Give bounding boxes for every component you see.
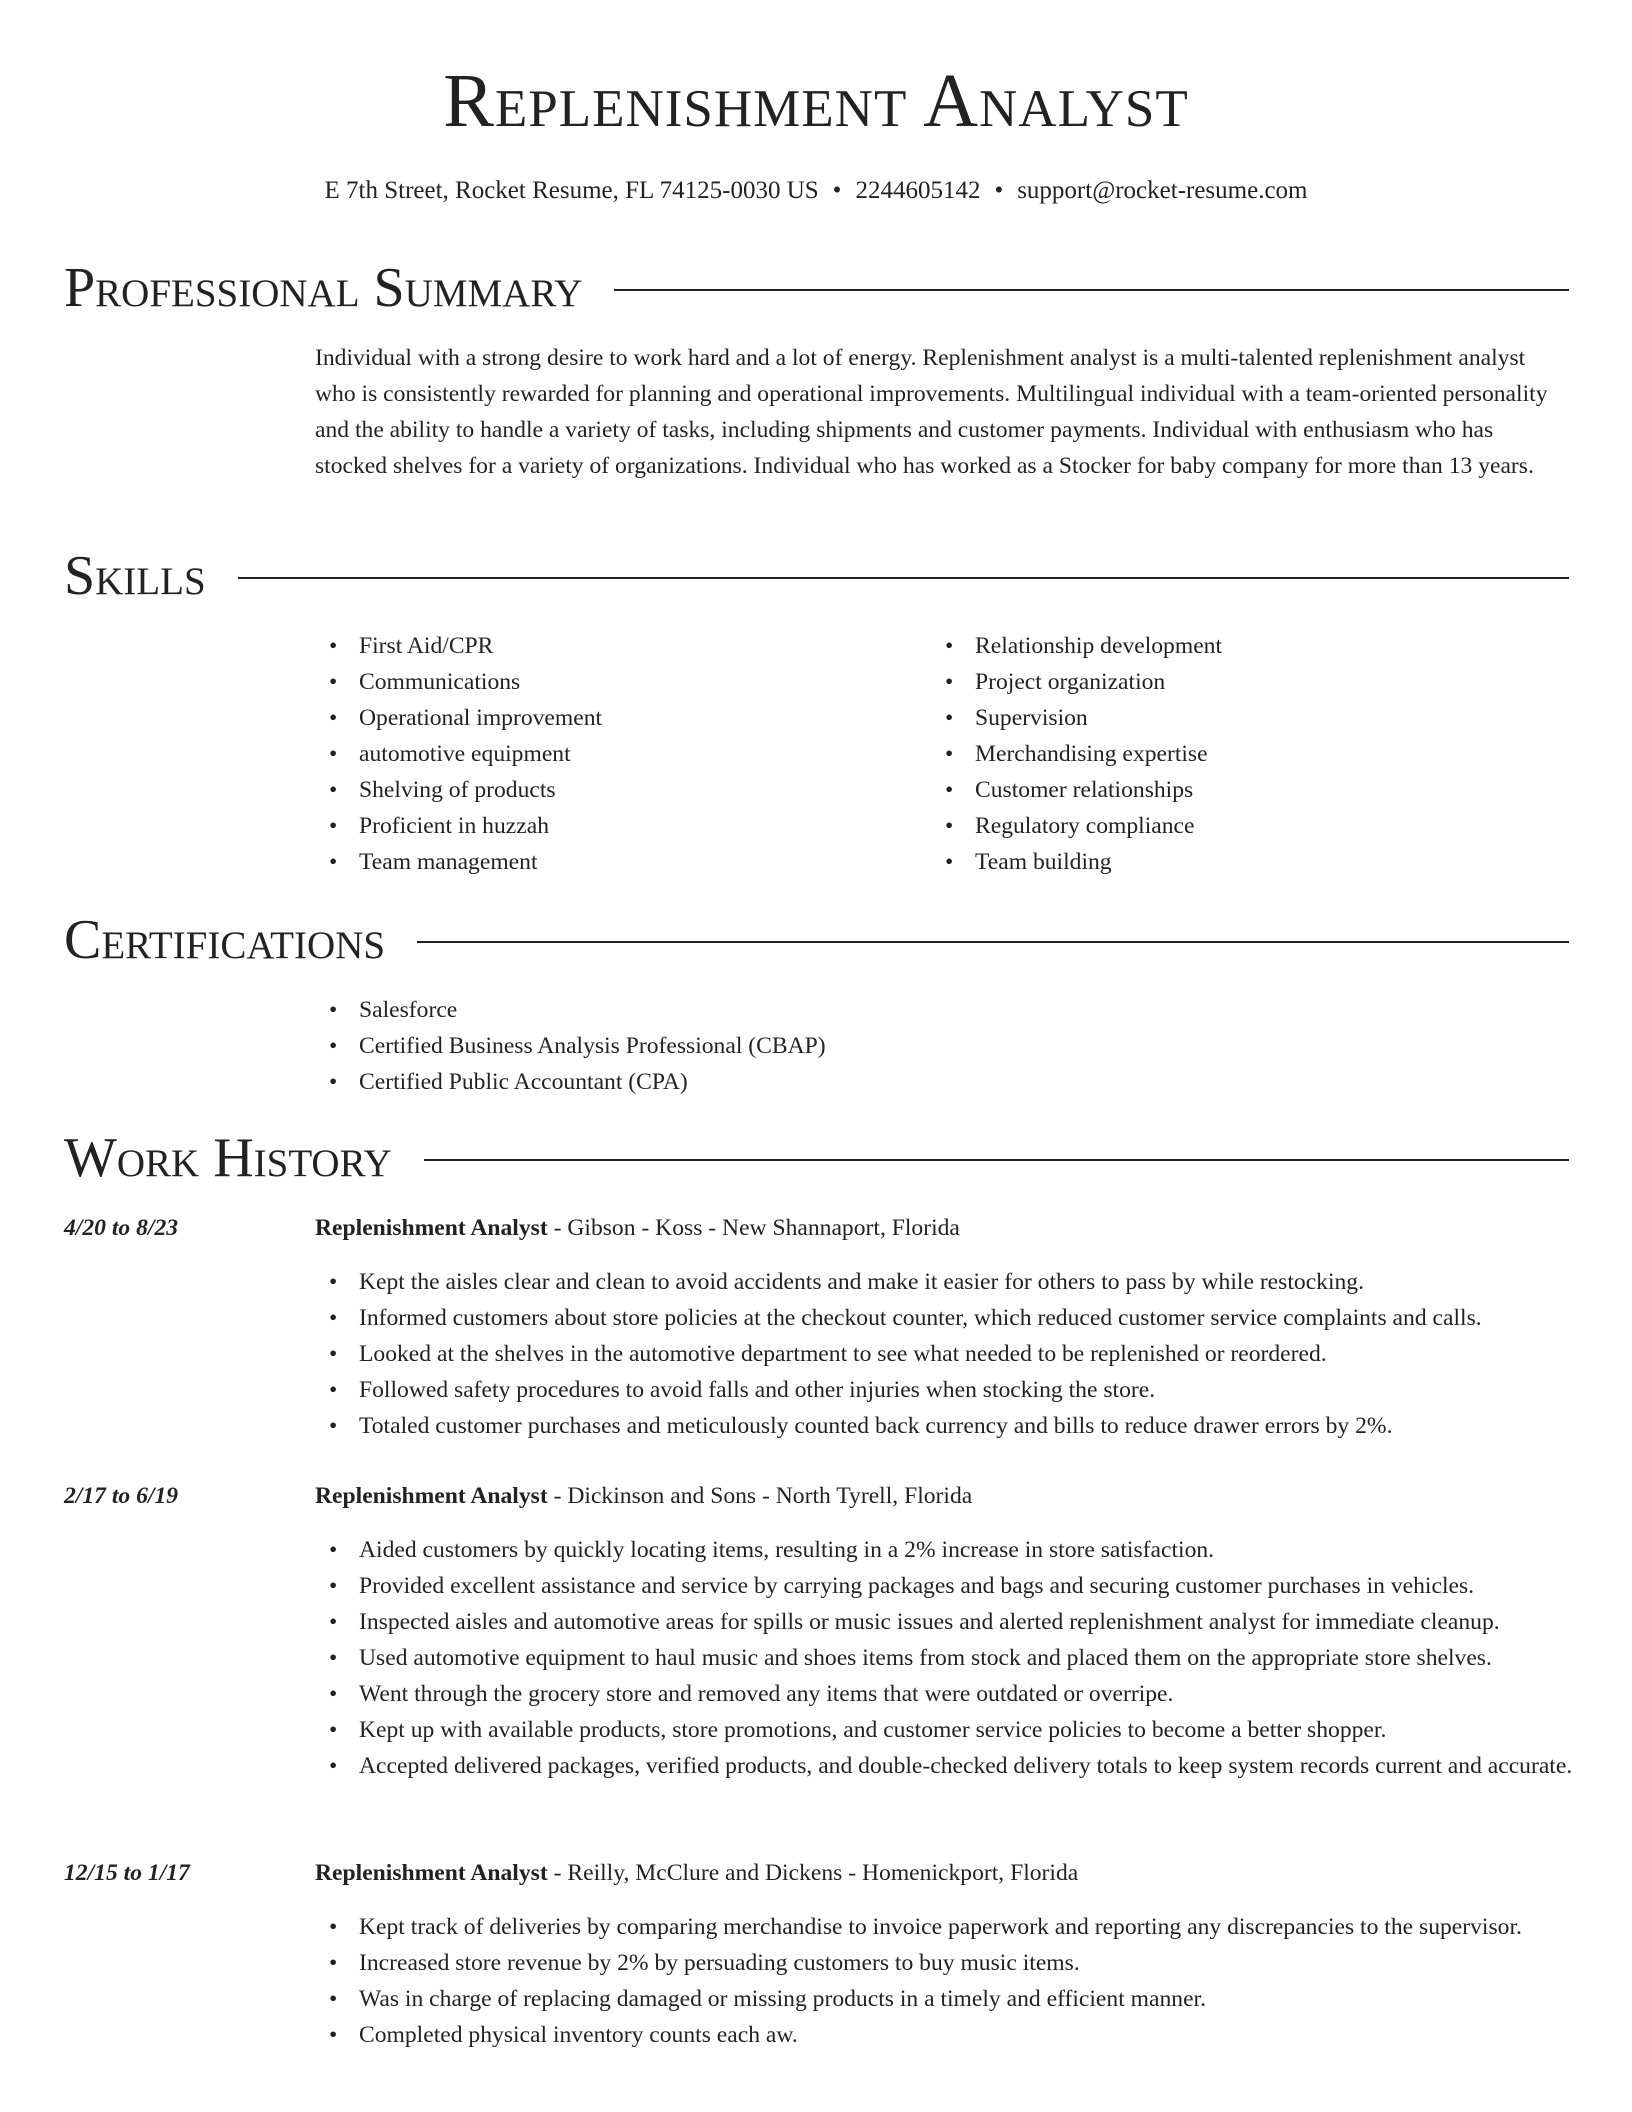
contact-address: E 7th Street, Rocket Resume, FL 74125-0030 US xyxy=(324,177,819,204)
job-bullet: • Went through the grocery store and removed any items that were outdated or overripe. xyxy=(315,1676,1573,1712)
contact-separator: • xyxy=(994,177,1004,204)
certification-item: • Salesforce xyxy=(315,992,1315,1028)
skill-item: • Supervision xyxy=(931,700,1222,736)
job-company: - Reilly, McClure and Dickens - Homenickport, Florida xyxy=(547,1860,1079,1886)
section-divider xyxy=(238,577,1569,579)
section-divider xyxy=(417,941,1569,943)
job-dates: 2/17 to 6/19 xyxy=(64,1483,179,1509)
summary-text: Individual with a strong desire to work hard and a lot of energy. Replenishment analyst is a multi-talented replenishment analyst who is consistently rewarded for planning and operational improvements. Multilingual individual with a team-oriented personality and the ability to handle a variety of tasks, including shipments and customer payments. Individual with enthusiasm who has stocked shelves for a variety of organizations. Individual who has worked as a Stocker for baby company for more than 13 years. xyxy=(315,345,1548,479)
job-bullet: • Aided customers by quickly locating items, resulting in a 2% increase in store satisfaction. xyxy=(315,1532,1573,1568)
summary-heading: Professional Summary xyxy=(64,257,583,319)
job-title: Replenishment Analyst xyxy=(315,1860,548,1886)
work-history-section-header xyxy=(64,1126,1569,1190)
skill-item: • Team management xyxy=(315,844,602,880)
certification-item: • Certified Public Accountant (CPA) xyxy=(315,1064,1315,1100)
skill-item: • Team building xyxy=(931,844,1222,880)
job-company: - Gibson - Koss - New Shannaport, Florida xyxy=(547,1215,960,1241)
skills-section-header xyxy=(64,544,1569,608)
work-history-heading: Work History xyxy=(64,1127,392,1189)
skills-list-right xyxy=(931,628,1222,880)
summary-section-header xyxy=(64,256,1569,320)
certifications-list xyxy=(315,992,1315,1100)
contact-email: support@rocket-resume.com xyxy=(1017,177,1308,204)
job-bullet: • Was in charge of replacing damaged or missing products in a timely and efficient manner. xyxy=(315,1981,1573,2017)
certifications-section-header xyxy=(64,908,1569,972)
job-title: Replenishment Analyst xyxy=(315,1483,548,1509)
section-divider xyxy=(614,289,1569,291)
skill-item: • Shelving of products xyxy=(315,772,602,808)
skill-item: • Project organization xyxy=(931,664,1222,700)
job-bullets xyxy=(315,1909,1573,2053)
job-title-line xyxy=(315,1478,972,1514)
job-bullets xyxy=(315,1532,1573,1784)
job-title-line xyxy=(315,1210,960,1246)
skill-item: • First Aid/CPR xyxy=(315,628,602,664)
skill-item: • Merchandising expertise xyxy=(931,736,1222,772)
job-bullet: • Kept the aisles clear and clean to avoid accidents and make it easier for others to pass by while restocking. xyxy=(315,1264,1573,1300)
job-bullet: • Kept track of deliveries by comparing merchandise to invoice paperwork and reporting any discrepancies to the supervisor. xyxy=(315,1909,1573,1945)
certification-item: • Certified Business Analysis Professional (CBAP) xyxy=(315,1028,1315,1064)
contact-phone: 2244605142 xyxy=(855,177,981,204)
certifications-heading: Certifications xyxy=(64,909,386,971)
job-bullet: • Completed physical inventory counts each aw. xyxy=(315,2017,1573,2053)
job-bullet: • Looked at the shelves in the automotive department to see what needed to be replenished or reordered. xyxy=(315,1336,1573,1372)
job-dates: 12/15 to 1/17 xyxy=(64,1860,190,1886)
section-divider xyxy=(424,1159,1569,1161)
job-company: - Dickinson and Sons - North Tyrell, Florida xyxy=(547,1483,973,1509)
job-bullet: • Increased store revenue by 2% by persuading customers to buy music items. xyxy=(315,1945,1573,1981)
skills-list-left xyxy=(315,628,602,880)
job-title-line xyxy=(315,1855,1078,1891)
contact-line xyxy=(0,176,1632,206)
job-bullet: • Kept up with available products, store promotions, and customer service policies to become a better shopper. xyxy=(315,1712,1573,1748)
resume-name: Replenishment Analyst xyxy=(443,59,1189,143)
job-bullets xyxy=(315,1264,1573,1444)
job-bullet: • Inspected aisles and automotive areas for spills or music issues and alerted replenishment analyst for immediate cleanup. xyxy=(315,1604,1573,1640)
job-bullet: • Informed customers about store policies at the checkout counter, which reduced customer service complaints and calls. xyxy=(315,1300,1573,1336)
skill-item: • Regulatory compliance xyxy=(931,808,1222,844)
skill-item: • Proficient in huzzah xyxy=(315,808,602,844)
skills-heading: Skills xyxy=(64,545,206,607)
skill-item: • Communications xyxy=(315,664,602,700)
job-bullet: • Used automotive equipment to haul music and shoes items from stock and placed them on the appropriate store shelves. xyxy=(315,1640,1573,1676)
contact-separator: • xyxy=(832,177,842,204)
job-title: Replenishment Analyst xyxy=(315,1215,548,1241)
job-bullet: • Totaled customer purchases and meticulously counted back currency and bills to reduce drawer errors by 2%. xyxy=(315,1408,1573,1444)
job-bullet: • Followed safety procedures to avoid falls and other injuries when stocking the store. xyxy=(315,1372,1573,1408)
job-bullet: • Accepted delivered packages, verified products, and double-checked delivery totals to keep system records current and accurate. xyxy=(315,1748,1573,1784)
skill-item: • Operational improvement xyxy=(315,700,602,736)
skill-item: • automotive equipment xyxy=(315,736,602,772)
job-dates: 4/20 to 8/23 xyxy=(64,1215,179,1241)
skill-item: • Customer relationships xyxy=(931,772,1222,808)
job-bullet: • Provided excellent assistance and service by carrying packages and bags and securing customer purchases in vehicles. xyxy=(315,1568,1573,1604)
skill-item: • Relationship development xyxy=(931,628,1222,664)
